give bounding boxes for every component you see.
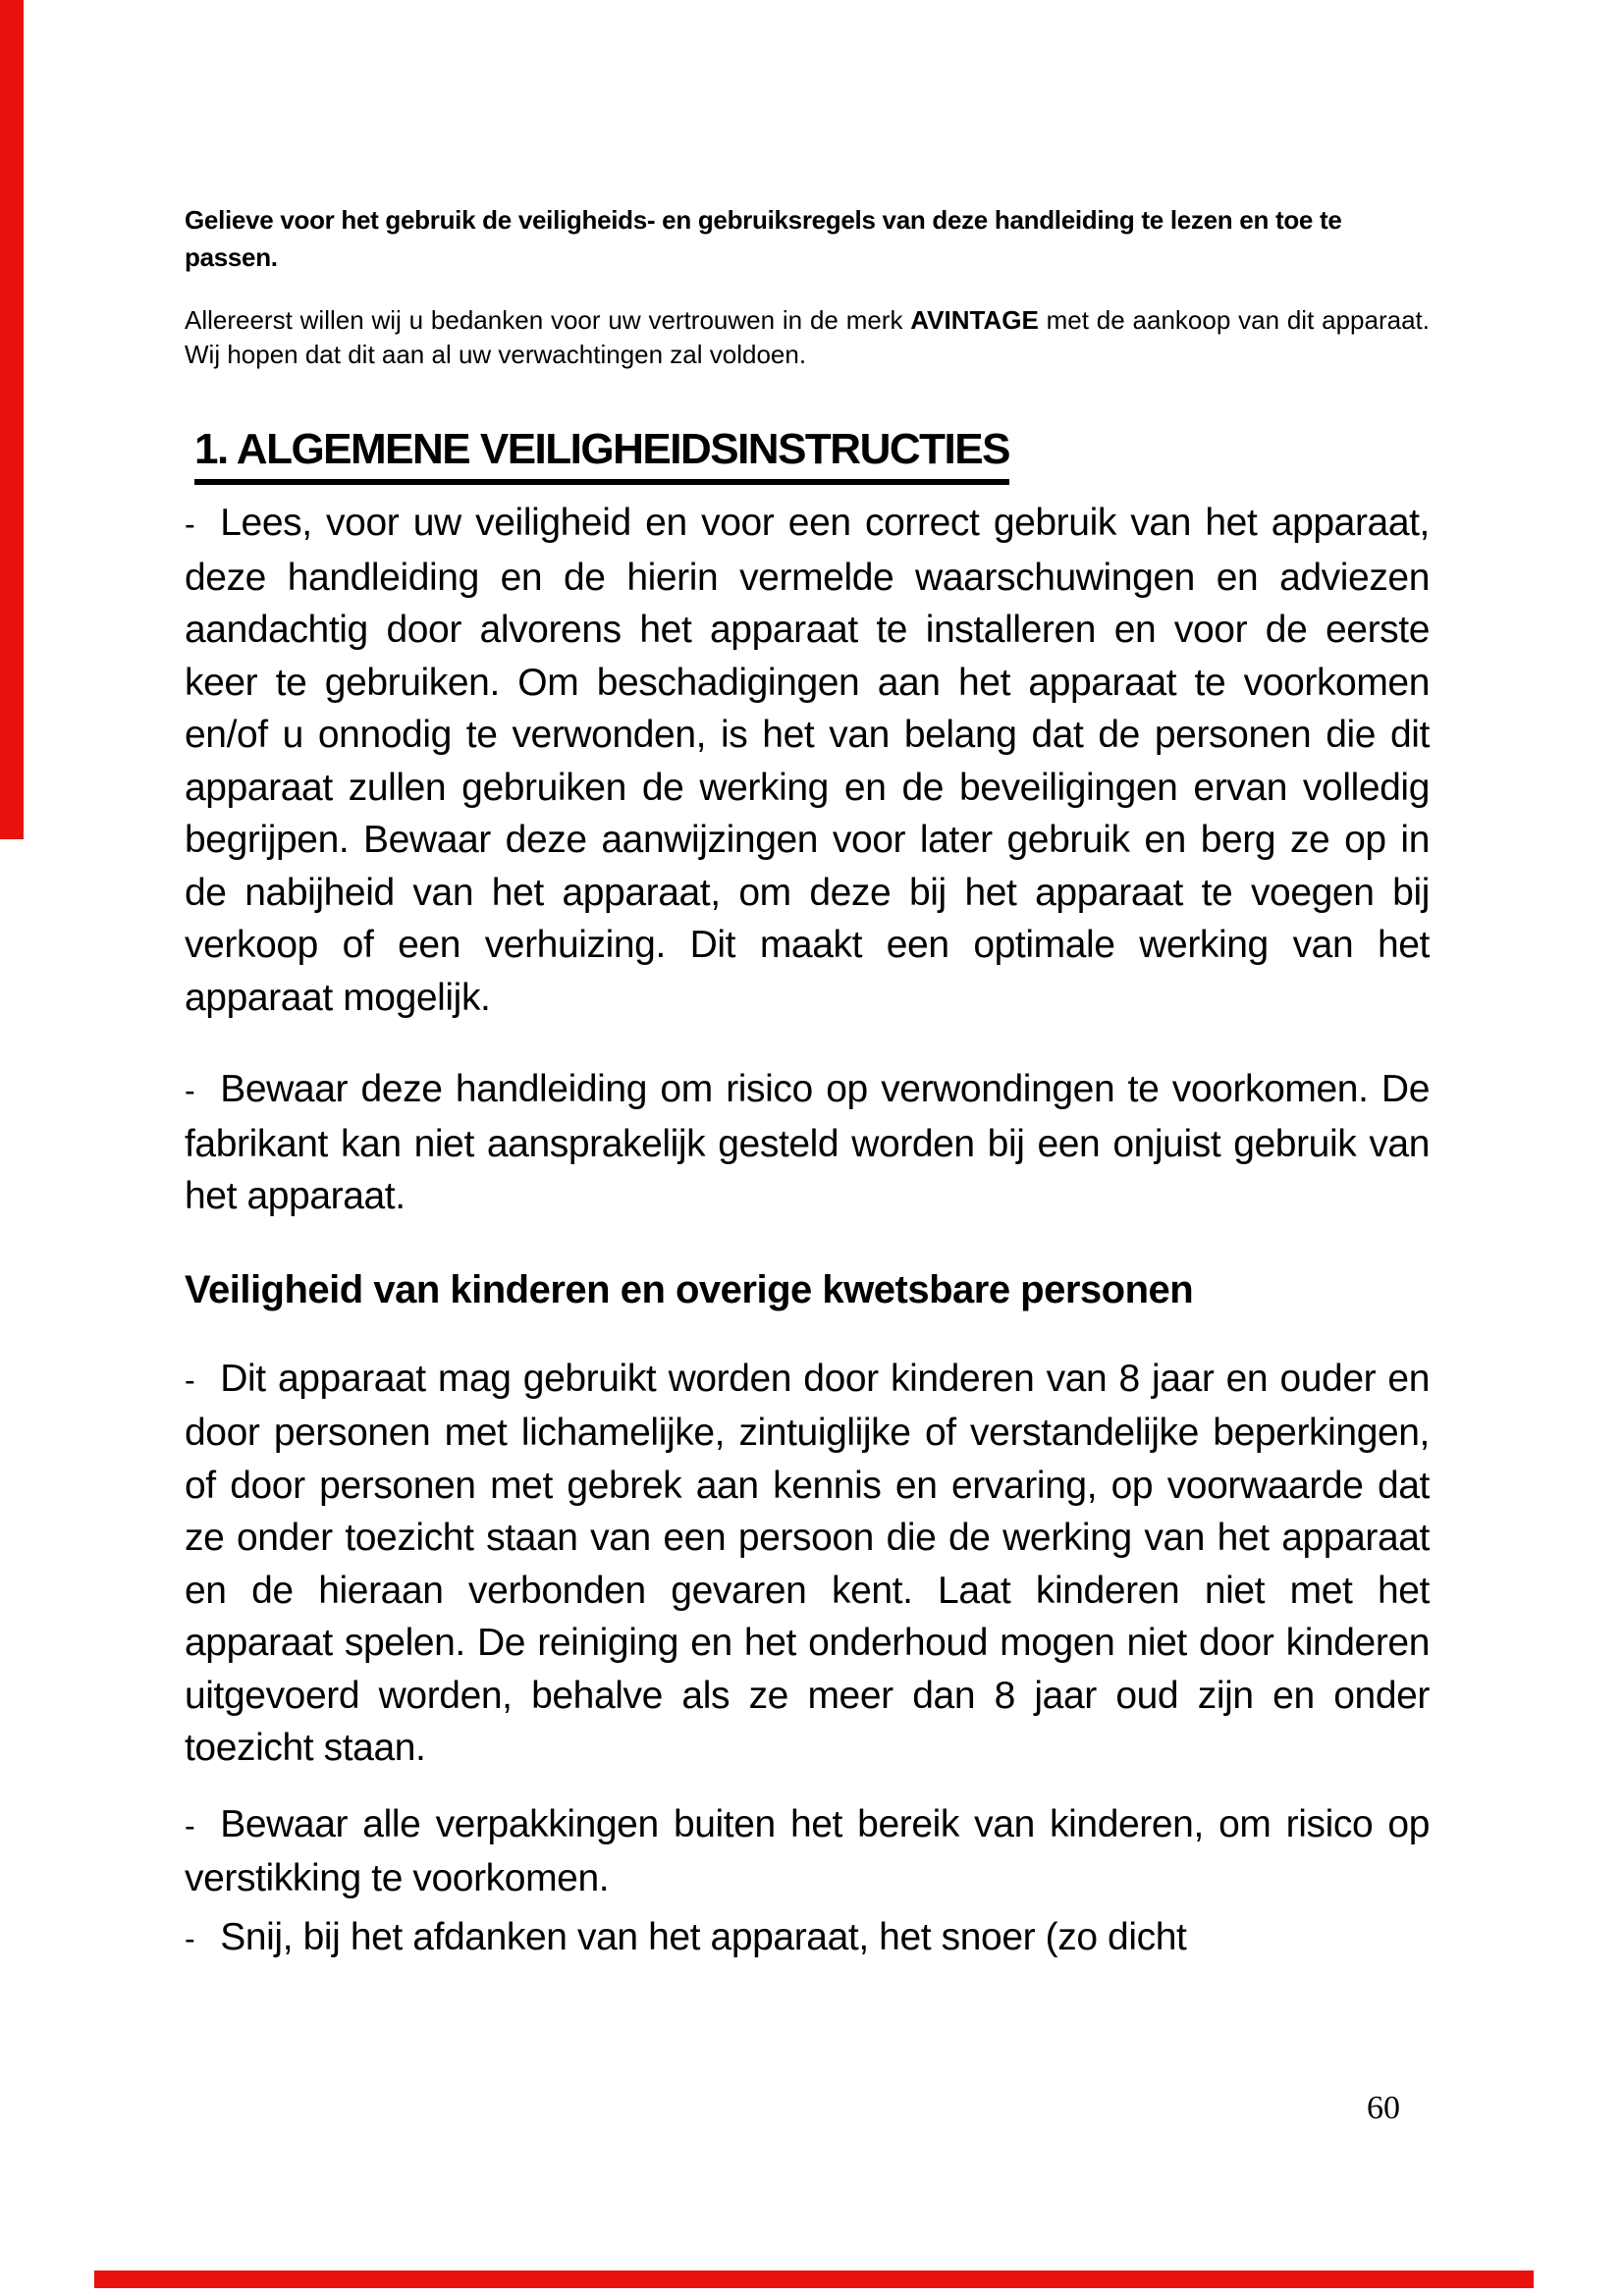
bullet-dash: - <box>185 507 195 542</box>
paragraph-text: Bewaar deze handleiding om risico op verwondingen te voorkomen. De fabrikant kan niet aansprakelijk gesteld worden bij een onjuist gebruik van het apparaat. <box>185 1068 1430 1217</box>
section-heading-row <box>185 423 1430 485</box>
subsection-heading: Veiligheid van kinderen en overige kwetsbare personen <box>185 1267 1194 1311</box>
brand-name: AVINTAGE <box>910 305 1039 335</box>
usage-notice-bold: Gelieve voor het gebruik de veiligheids- en gebruiksregels van deze handleiding te lezen en toe te passen. <box>185 205 1342 272</box>
paragraph-text: Bewaar alle verpakkingen buiten het bereik van kinderen, om risico op verstikking te voorkomen. <box>185 1802 1430 1899</box>
bullet-paragraph <box>185 497 1430 1024</box>
page-number: 60 <box>1367 2090 1400 2126</box>
thanks-text-post: met de aankoop van dit apparaat. Wij hopen dat dit aan al uw verwachtingen zal voldoen. <box>185 305 1431 369</box>
bullet-paragraph <box>185 1911 1430 1966</box>
bullet-paragraph <box>185 1063 1430 1223</box>
paragraph-text: Dit apparaat mag gebruikt worden door kinderen van 8 jaar en ouder en door personen met lichamelijke, zintuiglijke of verstandelijke beperkingen, of door personen met gebrek aan kennis en ervaring, op voorwaarde dat ze onder toezicht staan van een persoon die de werking van het apparaat en de hieraan verbonden gevaren kent. Laat kinderen niet met het apparaat spelen. De reiniging en het onderhoud mogen niet door kinderen uitgevoerd worden, behalve als ze meer dan 8 jaar oud zijn en onder toezicht staan. <box>185 1357 1430 1769</box>
bullet-dash: - <box>185 1920 195 1956</box>
bullet-dash: - <box>185 1073 195 1108</box>
thanks-paragraph <box>185 303 1430 372</box>
bullet-paragraph <box>185 1353 1430 1775</box>
section-heading: 1. ALGEMENE VEILIGHEIDSINSTRUCTIES <box>194 423 1009 485</box>
thanks-text-pre: Allereerst willen wij u bedanken voor uw vertrouwen in de merk <box>185 305 911 335</box>
bullet-paragraph <box>185 1798 1430 1905</box>
page-content <box>185 201 1430 1965</box>
bullet-dash: - <box>185 1362 195 1398</box>
left-edge-scan-mark <box>0 0 24 839</box>
bottom-edge-scan-mark <box>94 2270 1534 2288</box>
paragraph-text: Snij, bij het afdanken van het apparaat, het snoer (zo dicht <box>220 1915 1187 1958</box>
bullet-dash: - <box>185 1807 195 1843</box>
paragraph-text: Lees, voor uw veiligheid en voor een correct gebruik van het apparaat, deze handleiding en de hierin vermelde waarschuwingen en adviezen aandachtig door alvorens het apparaat te installeren en voor de eerste keer te gebruiken. Om beschadigingen aan het apparaat te voorkomen en/of u onnodig te verwonden, is het van belang dat de personen die dit apparaat zullen gebruiken de werking en de beveiligingen ervan volledig begrijpen. Bewaar deze aanwijzingen voor later gebruik en berg ze op in de nabijheid van het apparaat, om deze bij het apparaat te voegen bij verkoop of een verhuizing. Dit maakt een optimale werking van het apparaat mogelijk. <box>185 502 1430 1019</box>
